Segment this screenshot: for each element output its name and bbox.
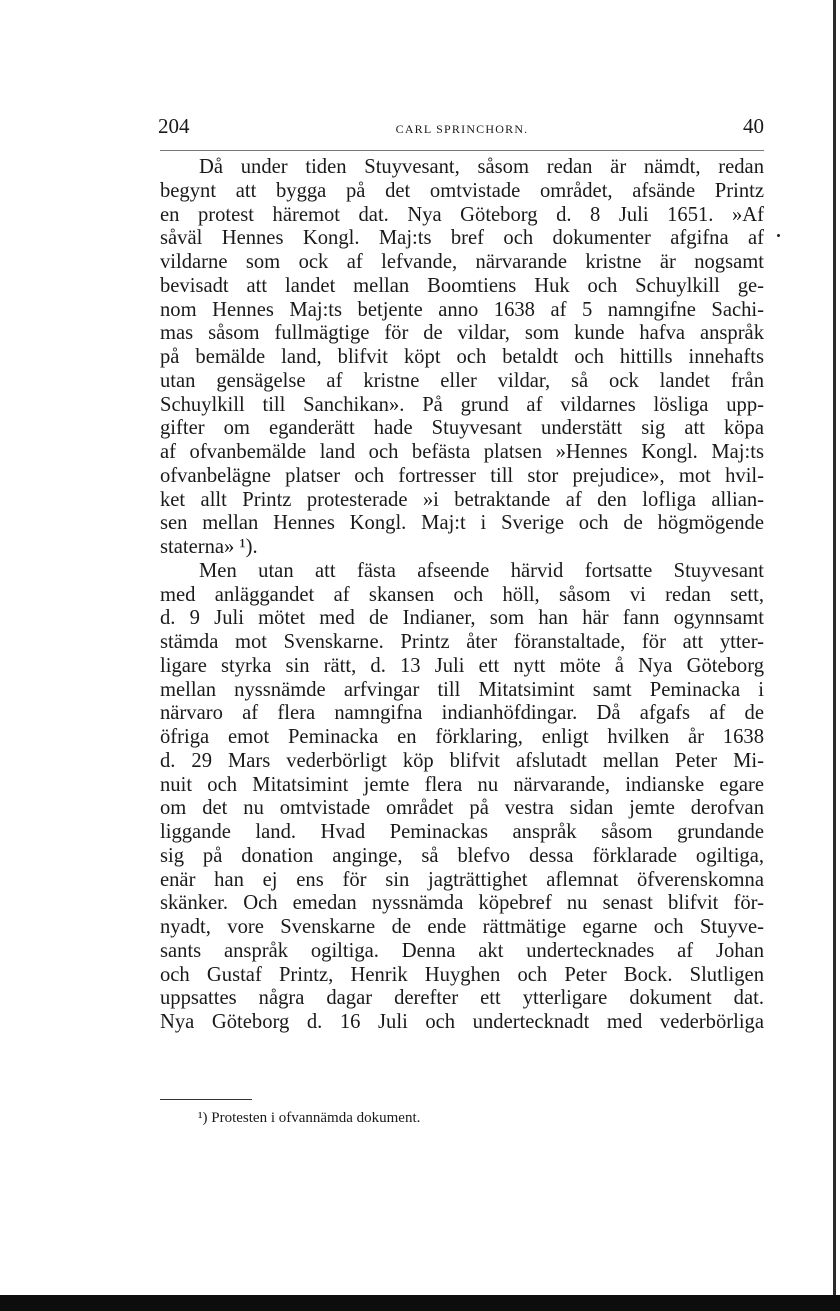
page-number-right: 40 [743,114,764,138]
page-header [158,114,766,148]
footnote-rule [160,1099,252,1100]
body-text [160,156,764,1035]
text-line: Nya Göteborg d. 16 Juli och undertecknadt med vederbörliga [160,1011,764,1033]
text-line: sants anspråk ogiltiga. Denna akt undertecknades af Johan [160,939,764,962]
text-line: Men utan att fästa afseende härvid fortsatte Stuyvesant [199,559,764,582]
text-line: ket allt Printz protesterade »i betraktande af den lofliga allian- [160,488,764,511]
text-line: nyadt, vore Svenskarne de ende rättmätige egarne och Stuyve- [160,916,764,938]
text-line: vildarne som ock af lefvande, närvarande kristne är nogsamt [160,251,764,273]
text-line: Då under tiden Stuyvesant, såsom redan är nämdt, redan [199,156,764,178]
text-line: uppsattes några dagar derefter ett ytterligare dokument dat. [160,987,764,1010]
text-line: närvaro af flera namngifna indianhöfdingar. Då afgafs af de [160,702,764,725]
text-line: öfriga emot Peminacka en förklaring, enligt hvilken år 1638 [160,726,764,748]
text-line: med anläggandet af skansen och höll, såsom vi redan sett, [160,583,764,606]
text-line: gifter om eganderätt hade Stuyvesant understätt sig att köpa [160,417,764,440]
text-line: ofvanbelägne platser och fortresser till stor prejudice», mot hvil- [160,464,764,487]
text-line: liggande land. Hvad Peminackas anspråk såsom grundande [160,821,764,843]
text-line: skänker. Och emedan nyssnämda köpebref nu senast blifvit för- [160,892,764,915]
header-rule [160,150,764,151]
text-line: såväl Hennes Kongl. Maj:ts bref och dokumenter afgifna af [160,227,764,250]
running-title: CARL SPRINCHORN. [395,122,529,136]
page-edge-right [833,0,836,1295]
text-line: mas såsom fullmägtige för de vildar, som kunde hafva anspråk [160,322,764,345]
text-line: d. 9 Juli mötet med de Indianer, som han här fann ogynnsamt [160,607,764,630]
text-line: nuit och Mitatsimint jemte flera nu närvarande, indianske egare [160,773,764,796]
page-number-left: 204 [158,114,190,138]
text-line: sig på donation anginge, så blefvo dessa förklarade ogiltiga, [160,844,764,867]
text-line: bevisadt att landet mellan Boomtiens Huk och Schuylkill ge- [160,274,764,297]
scan-speck [777,234,780,237]
text-line: på bemälde land, blifvit köpt och betaldt och hittills innehafts [160,346,764,368]
text-line: stämda mot Svenskarne. Printz åter föranstaltade, för att ytter- [160,631,764,653]
text-line: utan gensägelse af kristne eller vildar, så ock landet från [160,369,764,392]
text-line: ligare styrka sin rätt, d. 13 Juli ett nytt möte å Nya Göteborg [160,654,764,677]
text-line: om det nu omtvistade området på vestra sidan jemte derofvan [160,797,764,820]
text-line: d. 29 Mars vederbörligt köp blifvit afslutadt mellan Peter Mi- [160,749,764,772]
text-line: mellan nyssnämde arfvingar till Mitatsimint samt Peminacka i [160,678,764,701]
text-line: enär han ej ens för sin jagträttighet aflemnat öfverenskomna [160,868,764,891]
footnote: ¹) Protesten i ofvannämda dokument. [198,1110,421,1126]
page-edge-bottom [0,1295,840,1311]
text-line: en protest häremot dat. Nya Göteborg d. 8 Juli 1651. »Af [160,203,764,226]
text-line: och Gustaf Printz, Henrik Huyghen och Peter Bock. Slutligen [160,963,764,986]
text-line: af ofvanbemälde land och befästa platsen »Hennes Kongl. Maj:ts [160,441,764,463]
text-line: staterna» ¹). [160,536,258,558]
text-line: begynt att bygga på det omtvistade området, afsände Printz [160,179,764,202]
text-line: sen mellan Hennes Kongl. Maj:t i Sverige och de högmögende [160,512,764,535]
text-line: Schuylkill till Sanchikan». På grund af vildarnes lösliga upp- [160,393,764,416]
text-line: nom Hennes Maj:ts betjente anno 1638 af 5 namngifne Sachi- [160,298,764,321]
